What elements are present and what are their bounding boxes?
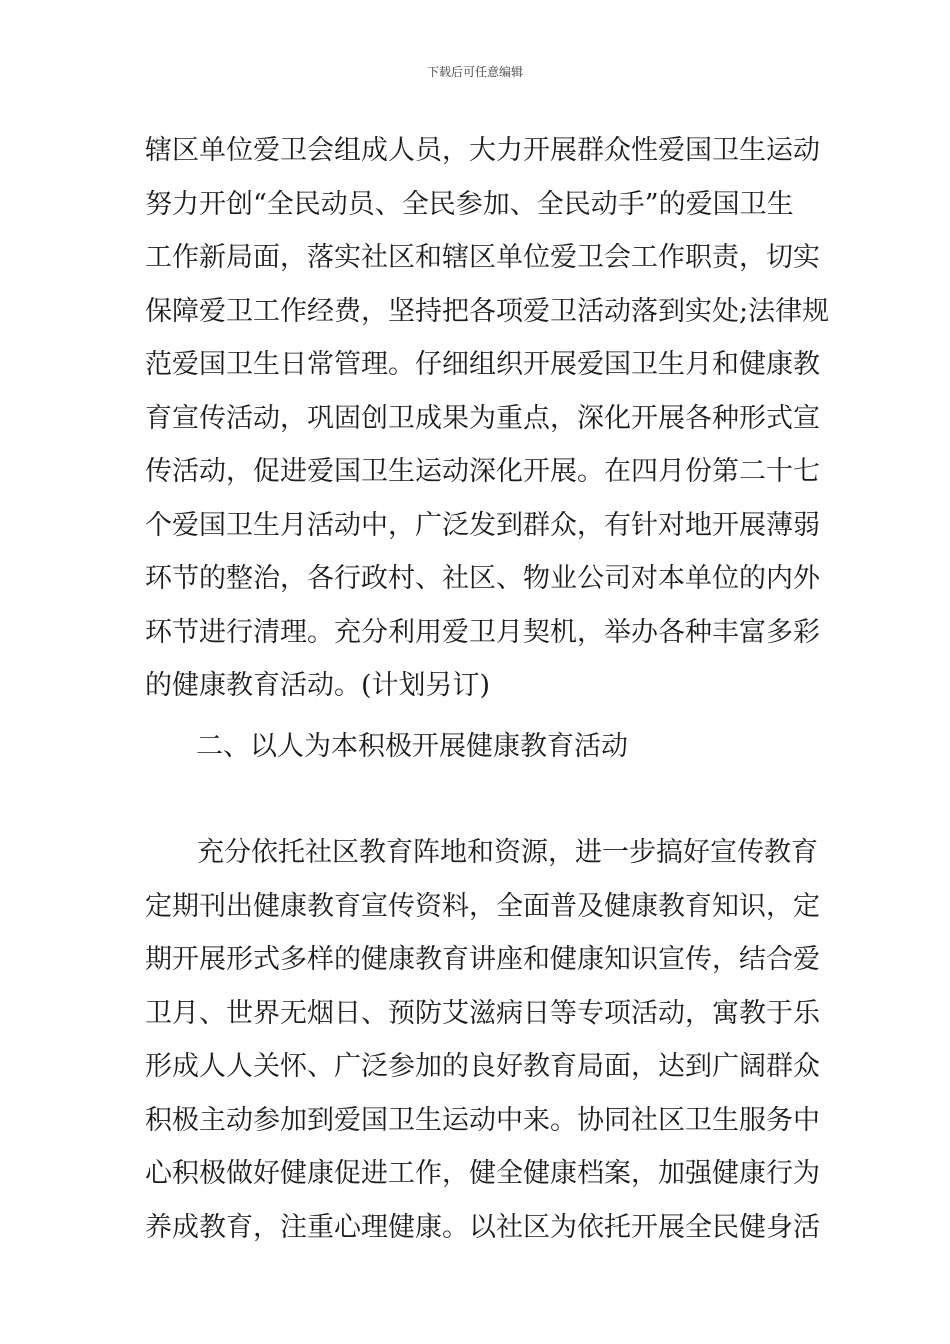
text-line: 个爱国卫生月活动中，广泛发到群众，有针对地开展薄弱 <box>145 509 820 541</box>
text-line: 育宣传活动，巩固创卫成果为重点，深化开展各种形式宣 <box>145 402 820 434</box>
text-line: 环节的整治，各行政村、社区、物业公司对本单位的内外 <box>145 563 820 594</box>
page-header-note: 下载后可任意编辑 <box>426 65 523 79</box>
text-line: 环节进行清理。充分利用爱卫月契机，举办各种丰富多彩 <box>145 616 820 648</box>
text-line: 养成教育，注重心理健康。以社区为依托开展全民健身活 <box>145 1211 820 1243</box>
text-line: 定期刊出健康教育宣传资料，全面普及健康教育知识，定 <box>145 890 820 922</box>
paragraph-1 <box>145 124 830 713</box>
text-line: 形成人人关怀、广泛参加的良好教育局面，达到广阔群众 <box>145 1051 820 1082</box>
text-line: 范爱国卫生日常管理。仔细组织开展爱国卫生月和健康教 <box>145 349 820 380</box>
text-line: 心积极做好健康促进工作，健全健康档案，加强健康行为 <box>145 1158 820 1189</box>
text-line: 努力开创“全民动员、全民参加、全民动手”的爱国卫生 <box>145 188 794 220</box>
text-line: 传活动，促进爱国卫生运动深化开展。在四月份第二十七 <box>145 456 820 487</box>
text-line: 期开展形式多样的健康教育讲座和健康知识宣传，结合爱 <box>145 944 820 975</box>
text-line: 辖区单位爱卫会组成人员，大力开展群众性爱国卫生运动 <box>145 135 820 166</box>
section-heading: 二、以人为本积极开展健康教育活动 <box>196 731 628 762</box>
text-line: 工作新局面，落实社区和辖区单位爱卫会工作职责，切实 <box>145 242 820 273</box>
text-line: 卫月、世界无烟日、预防艾滋病日等专项活动，寓教于乐 <box>145 997 820 1029</box>
section-heading-wrapper <box>196 720 876 774</box>
paragraph-2 <box>145 826 825 1254</box>
text-line: 充分依托社区教育阵地和资源，进一步搞好宣传教育 <box>197 837 818 868</box>
text-line: 积极主动参加到爱国卫生运动中来。协同社区卫生服务中 <box>145 1104 820 1136</box>
text-line: 的健康教育活动。(计划另订) <box>145 670 491 701</box>
text-line: 保障爱卫工作经费，坚持把各项爱卫活动落到实处;法律规 <box>145 295 830 327</box>
